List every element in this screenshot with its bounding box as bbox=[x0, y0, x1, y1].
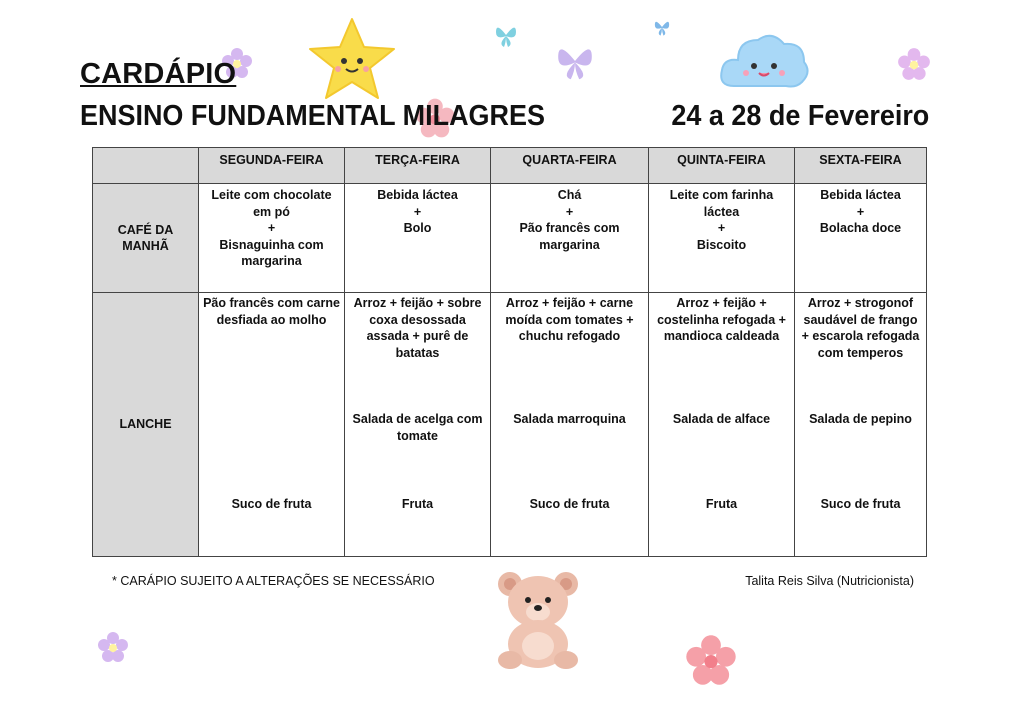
day-header: SEXTA-FEIRA bbox=[795, 148, 927, 184]
day-header: QUARTA-FEIRA bbox=[491, 148, 649, 184]
row-label-cafe bbox=[93, 184, 199, 293]
menu-cell bbox=[649, 293, 795, 557]
lanche-main: Arroz + feijão + costelinha refogada + mandioca caldeada bbox=[657, 296, 786, 343]
menu-cell bbox=[199, 184, 345, 293]
lanche-dessert: Suco de fruta bbox=[820, 497, 901, 511]
butterfly-icon bbox=[552, 40, 598, 82]
lanche-dessert: Suco de fruta bbox=[529, 497, 610, 511]
butterfly-icon bbox=[652, 16, 672, 38]
lanche-main: Pão francês com carne desfiada ao molho bbox=[203, 296, 340, 327]
lanche-salad: Salada de pepino bbox=[809, 412, 912, 426]
cafe-item: Leite com chocolate em pó + Bisnaguinha com margarina bbox=[211, 188, 332, 268]
nutritionist-signature: Talita Reis Silva (Nutricionista) bbox=[745, 574, 914, 588]
menu-cell bbox=[795, 184, 927, 293]
menu-cell bbox=[199, 293, 345, 557]
cafe-item: Bebida láctea + Bolacha doce bbox=[819, 188, 902, 235]
header-row bbox=[93, 148, 927, 184]
page-title: CARDÁPIO bbox=[80, 58, 237, 90]
lanche-main: Arroz + strogonof saudável de frango + escarola refogada com temperos bbox=[801, 296, 920, 360]
day-header: TERÇA-FEIRA bbox=[345, 148, 491, 184]
menu-cell bbox=[345, 293, 491, 557]
lanche-main: Arroz + feijão + sobre coxa desossada assada + purê de batatas bbox=[353, 296, 482, 360]
lanche-dessert: Suco de fruta bbox=[231, 497, 312, 511]
star-icon bbox=[306, 15, 398, 103]
lanche-salad: Salada marroquina bbox=[513, 412, 626, 426]
table-row-lanche bbox=[93, 293, 927, 557]
school-name: ENSINO FUNDAMENTAL MILAGRES bbox=[80, 100, 545, 132]
menu-table bbox=[92, 147, 927, 557]
flower-icon bbox=[896, 46, 932, 82]
lanche-dessert: Fruta bbox=[705, 497, 738, 511]
menu-cell bbox=[345, 184, 491, 293]
teddy-bear-icon bbox=[490, 566, 586, 670]
menu-cell bbox=[491, 184, 649, 293]
flower-icon bbox=[682, 632, 740, 688]
flower-icon bbox=[96, 630, 130, 664]
menu-cell bbox=[795, 293, 927, 557]
corner-cell bbox=[93, 148, 199, 184]
row-label-lanche: LANCHE bbox=[93, 293, 199, 557]
table-row-cafe bbox=[93, 184, 927, 293]
cloud-icon bbox=[716, 26, 812, 96]
menu-cell bbox=[649, 184, 795, 293]
row-label-text: CAFÉ DA MANHÃ bbox=[117, 222, 174, 253]
day-header: QUINTA-FEIRA bbox=[649, 148, 795, 184]
menu-cell bbox=[491, 293, 649, 557]
cafe-item: Bebida láctea + Bolo bbox=[377, 188, 458, 235]
lanche-main: Arroz + feijão + carne moída com tomates + chuchu refogado bbox=[505, 296, 634, 343]
lanche-salad: Salada de acelga com tomate bbox=[352, 412, 483, 443]
day-header: SEGUNDA-FEIRA bbox=[199, 148, 345, 184]
cafe-item: Chá + Pão francês com margarina bbox=[519, 188, 620, 252]
butterfly-icon bbox=[492, 20, 520, 50]
date-range: 24 a 28 de Fevereiro bbox=[671, 100, 929, 132]
disclaimer-note: * CARÁPIO SUJEITO A ALTERAÇÕES SE NECESSÁRIO bbox=[112, 574, 435, 588]
lanche-salad: Salada de alface bbox=[672, 412, 771, 426]
cafe-item: Leite com farinha láctea + Biscoito bbox=[669, 188, 774, 252]
lanche-dessert: Fruta bbox=[401, 497, 434, 511]
